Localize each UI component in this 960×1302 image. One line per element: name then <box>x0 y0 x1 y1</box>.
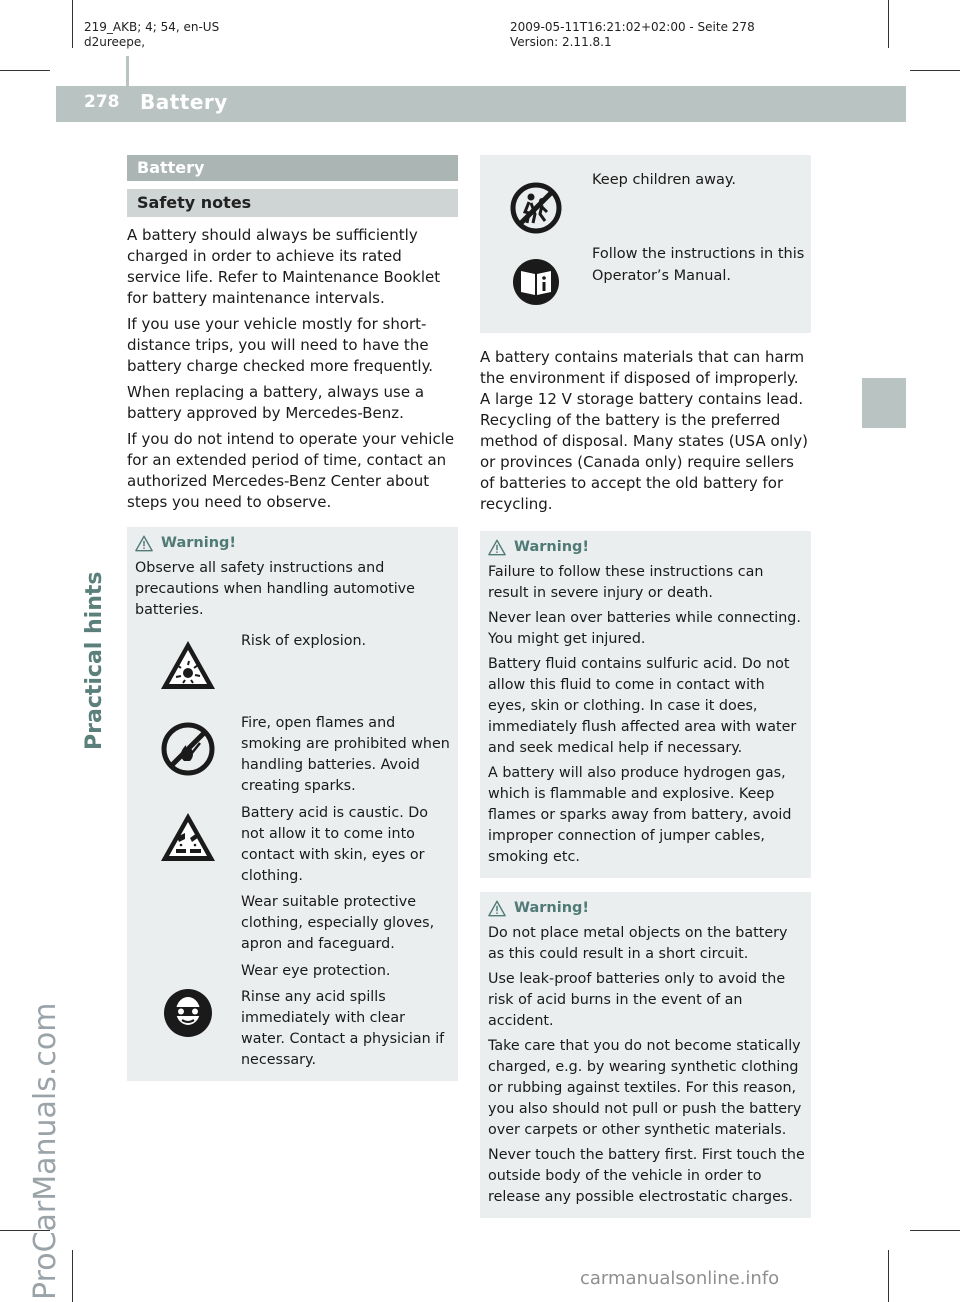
instruction-text: Keep children away. <box>592 172 736 188</box>
print-meta-line: 2009-05-11T16:21:02+02:00 - Seite 278 <box>510 20 755 34</box>
instruction-row <box>480 165 805 243</box>
watermark-text: ProCarManuals.com <box>28 1002 63 1300</box>
operators-manual-icon <box>511 257 561 307</box>
warning-paragraph: A battery will also produce hydrogen gas, which is flammable and explosive. Keep flames or sparks away from battery, avoid improper connection of jumper cables, smoking etc. <box>488 765 792 865</box>
symbol-description: Battery acid is caustic. Do not allow it to come into contact with skin, eyes or clothing. <box>241 805 429 884</box>
warning-heading <box>488 898 805 919</box>
warning-paragraph: Never touch the battery first. First touch the outside body of the vehicle in order to release any possible electrostatic charges. <box>488 1147 805 1205</box>
crop-mark <box>888 0 889 48</box>
instruction-text: Follow the instructions in this Operator’s Manual. <box>592 246 805 284</box>
warning-heading-text: Warning! <box>514 900 590 916</box>
warning-paragraph: Use leak-proof batteries only to avoid the risk of acid burns in the event of an accident. <box>488 971 786 1029</box>
warning-paragraph: Do not place metal objects on the battery as this could result in a short circuit. <box>488 925 788 962</box>
body-paragraph: A battery contains materials that can harm the environment if disposed of improperly. A large 12 V storage battery contains lead. Recycling of the battery is the preferred method of disposal. Many states (USA only) or provinces (Canada only) require sellers of batteries to accept the old battery for recycling. <box>480 348 808 513</box>
footer-watermark: carmanualsonline.info <box>580 1268 780 1289</box>
page-number: 278 <box>84 92 120 112</box>
subsection-title: Safety notes <box>127 189 458 217</box>
crop-mark <box>72 1250 73 1302</box>
symbol-description: Wear suitable protective clothing, especially gloves, apron and faceguard. <box>241 894 435 952</box>
print-meta-right <box>510 20 755 50</box>
body-paragraph: If you use your vehicle mostly for short-distance trips, you will need to have the battery charge checked more frequently. <box>127 315 434 375</box>
warning-triangle-icon <box>488 539 506 556</box>
no-fire-icon <box>160 721 216 777</box>
body-paragraph: When replacing a battery, always use a battery approved by Mercedes-Benz. <box>127 383 425 422</box>
print-meta-line: Version: 2.11.8.1 <box>510 35 612 49</box>
right-column <box>480 155 811 1218</box>
symbol-description: Fire, open flames and smoking are prohibited when handling batteries. Avoid creating sparks. <box>241 715 450 794</box>
page-title: Battery <box>140 90 228 114</box>
print-meta-left <box>84 20 219 50</box>
warning-paragraph: Never lean over batteries while connecting. You might get injured. <box>488 610 801 647</box>
warning-paragraph: Failure to follow these instructions can result in severe injury or death. <box>488 564 764 601</box>
warning-paragraph: Battery fluid contains sulfuric acid. Do not allow this fluid to come in contact with eyes, skin or clothing. In case it does, immediately flush affected area with water and seek medical help if necessary. <box>488 656 797 756</box>
instruction-row <box>480 243 805 323</box>
warning-heading <box>135 533 452 554</box>
corrosive-warning-icon <box>159 811 217 863</box>
body-paragraph: A battery should always be sufficiently charged in order to achieve its rated service life. Refer to Maintenance Booklet for battery maintenance intervals. <box>127 226 441 307</box>
warning-triangle-icon <box>135 535 153 552</box>
chapter-label <box>78 460 108 750</box>
warning-intro: Observe all safety instructions and precautions when handling automotive batteries. <box>135 560 415 618</box>
chapter-label-text: Practical hints <box>82 571 107 750</box>
crop-mark <box>910 70 960 71</box>
warning-heading-text: Warning! <box>161 535 237 551</box>
crop-mark <box>72 0 73 48</box>
symbol-row <box>135 631 452 691</box>
warning-heading-text: Warning! <box>514 539 590 555</box>
warning-heading <box>488 537 805 558</box>
keep-children-away-icon <box>509 181 563 235</box>
symbol-row <box>135 961 452 1071</box>
symbol-row <box>135 713 452 797</box>
chapter-tab <box>862 378 906 428</box>
left-column <box>127 155 458 1081</box>
crop-mark <box>910 1230 960 1231</box>
crop-mark <box>0 70 50 71</box>
watermark <box>28 520 63 1300</box>
symbol-description: Wear eye protection. <box>241 963 391 979</box>
warning-box <box>127 527 458 1081</box>
header-separator <box>126 56 129 122</box>
symbol-description: Rinse any acid spills immediately with clear water. Contact a physician if necessary. <box>241 989 445 1068</box>
crop-mark <box>888 1250 889 1302</box>
instruction-symbols-box <box>480 155 811 333</box>
print-meta-line: 219_AKB; 4; 54, en-US <box>84 20 220 34</box>
warning-box <box>480 531 811 878</box>
warning-paragraph: Take care that you do not become statically charged, e.g. by wearing synthetic clothing or rubbing against textiles. For this reason, you also should not pull or push the battery over carpets or other synthetic materials. <box>488 1038 802 1138</box>
explosion-warning-icon <box>159 639 217 691</box>
body-paragraph: If you do not intend to operate your vehicle for an extended period of time, contact an authorized Mercedes-Benz Center about steps you need to observe. <box>127 430 455 511</box>
warning-triangle-icon <box>488 900 506 917</box>
symbol-row <box>135 803 452 955</box>
print-meta-line: d2ureepe, <box>84 35 146 49</box>
eye-protection-icon <box>162 987 214 1039</box>
symbol-description: Risk of explosion. <box>241 633 367 649</box>
warning-box <box>480 892 811 1218</box>
section-title: Battery <box>127 155 458 181</box>
